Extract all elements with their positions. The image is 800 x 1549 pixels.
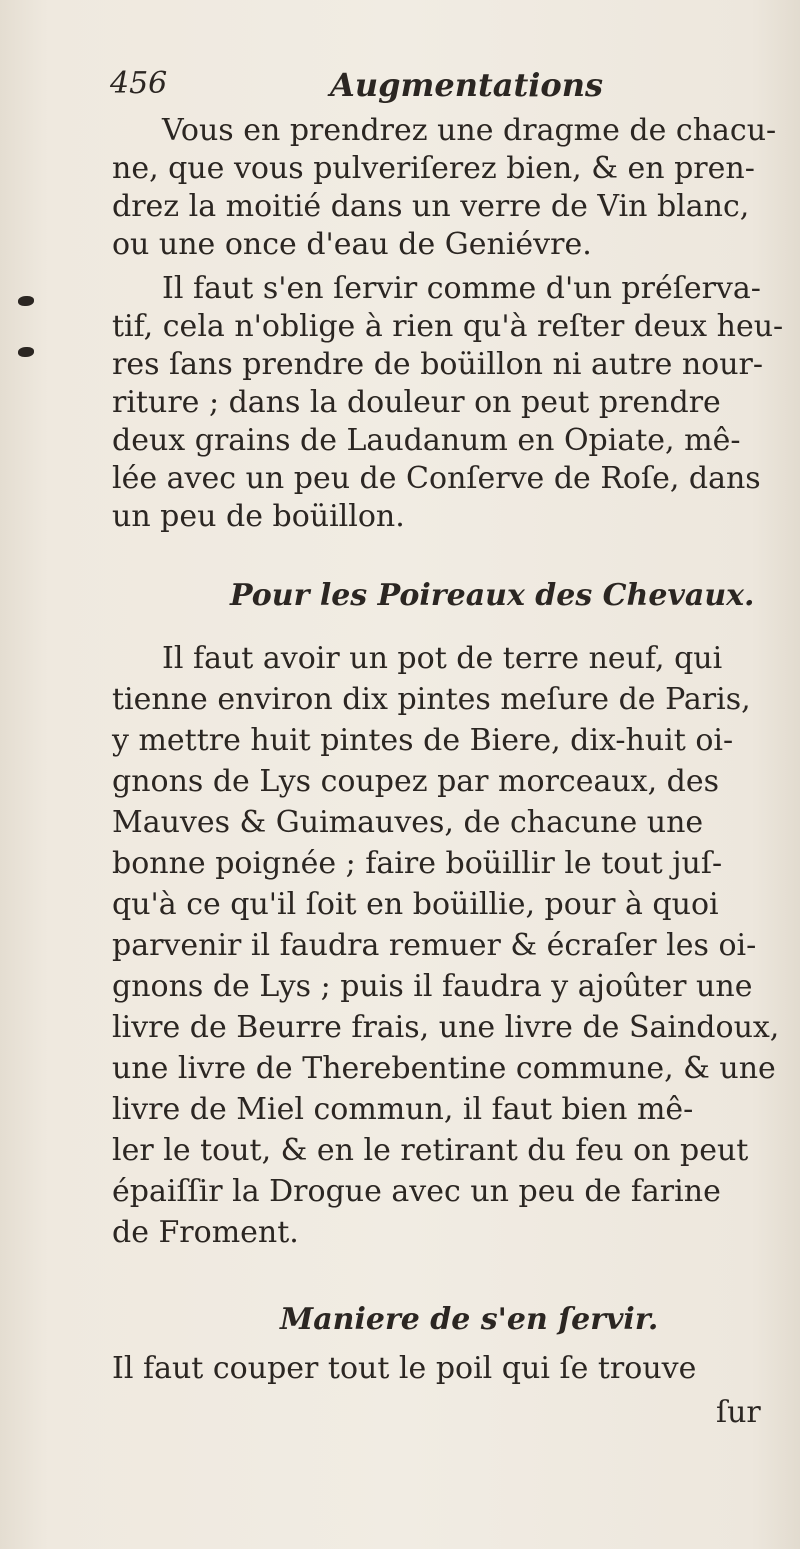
- margin-ink-mark: [18, 296, 34, 306]
- text-line: Mauves & Guimauves, de chacune une: [112, 805, 704, 840]
- text-line: épaiſſir la Drogue avec un peu de farine: [112, 1174, 721, 1209]
- text-line: parvenir il faudra remuer & écraſer les oi-: [112, 928, 757, 963]
- text-line: tif, cela n'oblige à rien qu'à reſter deux heu-: [112, 309, 784, 344]
- text-line: drez la moitié dans un verre de Vin blanc,: [112, 189, 750, 224]
- text-line: tienne environ dix pintes meſure de Paris,: [112, 682, 751, 717]
- text-line: qu'à ce qu'il ſoit en boüillie, pour à quoi: [112, 887, 719, 922]
- text-line: ler le tout, & en le retirant du feu on peut: [112, 1133, 749, 1168]
- text-line: un peu de boüillon.: [112, 499, 405, 534]
- page-header: [110, 66, 730, 106]
- running-title: Augmentations: [330, 66, 604, 104]
- text-line: Il faut couper tout le poil qui ſe trouve: [112, 1351, 697, 1386]
- page-number: 456: [110, 66, 168, 101]
- text-line: Il faut avoir un pot de terre neuf, qui: [162, 641, 723, 676]
- section-heading: Maniere de s'en ſervir.: [280, 1302, 659, 1337]
- text-line: riture ; dans la douleur on peut prendre: [112, 385, 721, 420]
- text-line: res ſans prendre de boüillon ni autre nour-: [112, 347, 764, 382]
- text-line: gnons de Lys ; puis il faudra y ajoûter une: [112, 969, 753, 1004]
- text-line: livre de Beurre frais, une livre de Saindoux,: [112, 1010, 780, 1045]
- text-line: une livre de Therebentine commune, & une: [112, 1051, 776, 1086]
- text-line: y mettre huit pintes de Biere, dix-huit oi-: [112, 723, 734, 758]
- text-line: gnons de Lys coupez par morceaux, des: [112, 764, 720, 799]
- text-line: livre de Miel commun, il faut bien mê-: [112, 1092, 694, 1127]
- section-heading: Pour les Poireaux des Chevaux.: [230, 578, 755, 613]
- text-line: ou une once d'eau de Geniévre.: [112, 227, 592, 262]
- text-line: ne, que vous pulveriſerez bien, & en pren-: [112, 151, 755, 186]
- catchword: ſur: [716, 1395, 761, 1430]
- text-line: Il faut s'en ſervir comme d'un préſerva-: [162, 271, 761, 306]
- margin-ink-mark: [18, 347, 34, 357]
- text-line: lée avec un peu de Conſerve de Roſe, dans: [112, 461, 761, 496]
- text-line: bonne poignée ; faire boüillir le tout juſ-: [112, 846, 723, 881]
- text-line: de Froment.: [112, 1215, 299, 1250]
- text-line: Vous en prendrez une dragme de chacu-: [162, 113, 777, 148]
- text-line: deux grains de Laudanum en Opiate, mê-: [112, 423, 741, 458]
